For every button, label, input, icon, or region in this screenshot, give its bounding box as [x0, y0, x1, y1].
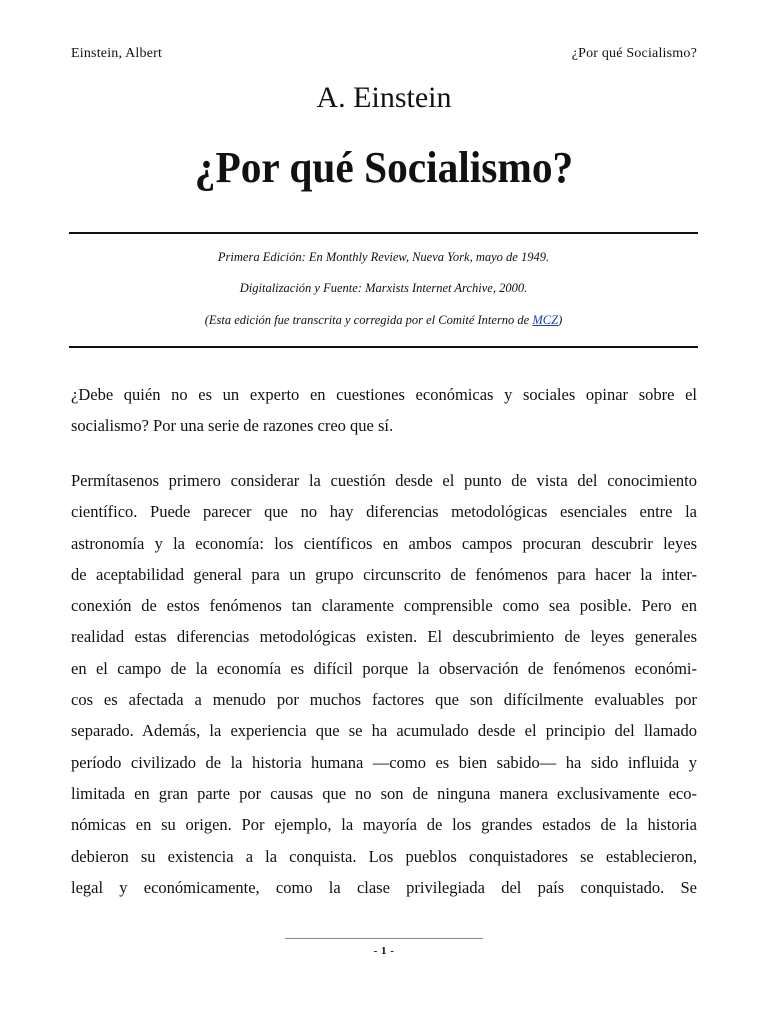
text-line: ¿Debe quién no es un experto en cuestiones económicas y sociales opinar sobre el [71, 385, 697, 404]
bottom-rule [69, 346, 698, 348]
text-line: realidad estas diferencias metodológicas existen. El descubrimiento de leyes generales [71, 627, 697, 647]
mcz-link[interactable]: MCZ [532, 313, 559, 327]
text-line: en el campo de la economía es difícil porque la observación de fenómenos económi- [71, 658, 697, 678]
header-title: ¿Por qué Socialismo? [571, 46, 697, 61]
text-line: limitada en gran parte por causas que no son de ninguna manera exclusivamente eco- [71, 783, 697, 803]
text-line: conexión de estos fenómenos tan claramente comprensible como sea posible. Pero en [71, 596, 697, 616]
text-line: nómicas en su origen. Por ejemplo, la mayoría de los grandes estados de la historia [71, 815, 697, 835]
text-line: período civilizado de la historia humana —como es bien sabido— ha sido influida y [71, 752, 697, 772]
document-title: ¿Por qué Socialismo? [194, 143, 574, 192]
page-number: - 1 - [373, 945, 395, 957]
text-line: legal y económicamente, como la clase privilegiada del país conquistado. Se [71, 877, 697, 897]
transcription-note-prefix: (Esta edición fue transcrita y corregida por el Comité Interno de [204, 313, 533, 327]
text-line: debieron su existencia a la conquista. Los pueblos conquistadores se establecieron, [71, 846, 697, 866]
edition-info-line: Primera Edición: En Monthly Review, Nueva York, mayo de 1949. [217, 250, 550, 264]
text-line: de aceptabilidad general para un grupo circunscrito de fenómenos para hacer la inter- [71, 564, 697, 584]
text-line: Permítasenos primero considerar la cuestión desde el punto de vista del conocimiento [71, 471, 697, 490]
text-line: astronomía y la economía: los científicos en ambos campos procuran descubrir leyes [71, 533, 697, 553]
top-rule [69, 232, 698, 234]
transcription-note-suffix: ) [558, 313, 563, 327]
running-header [71, 46, 697, 66]
body-paragraph-1 [71, 379, 697, 442]
text-line: separado. Además, la experiencia que se ha acumulado desde el principio del llamado [71, 721, 697, 741]
text-line: socialismo? Por una serie de razones creo que sí. [71, 416, 394, 436]
text-line: científico. Puede parecer que no hay diferencias metodológicas esenciales entre la [71, 502, 697, 522]
document-author: A. Einstein [316, 81, 452, 114]
body-paragraph-2 [71, 465, 697, 903]
text-line: cos es afectada a menudo por muchos factores que son difícilmente evaluables por [71, 690, 697, 710]
digitization-info-line: Digitalización y Fuente: Marxists Internet Archive, 2000. [239, 281, 528, 295]
header-author: Einstein, Albert [71, 46, 163, 61]
transcription-note [69, 312, 698, 328]
footer-rule [285, 938, 483, 939]
